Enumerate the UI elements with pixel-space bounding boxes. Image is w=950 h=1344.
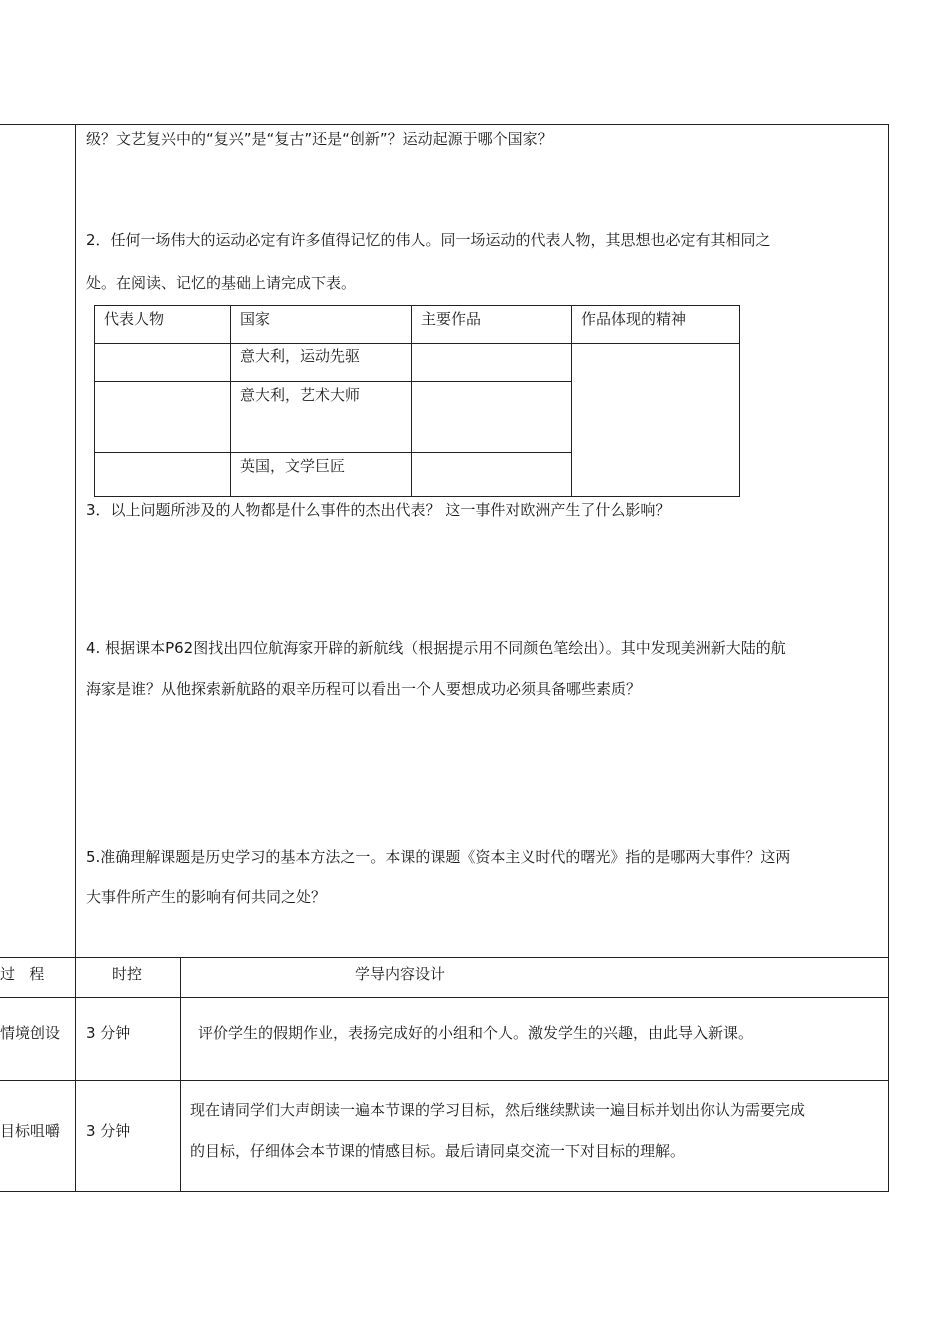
table-border-left (94, 305, 95, 497)
row-time: 3 分钟 (86, 1122, 131, 1140)
frame-top-border (0, 124, 889, 125)
row-content-line: 现在请同学们大声朗读一遍本节课的学习目标，然后继续默读一遍目标并划出你认为需要完成 (190, 1101, 806, 1119)
table-row-separator-2 (94, 452, 572, 453)
frame-right-border (888, 124, 889, 1192)
question-1-tail: 级？文艺复兴中的“复兴”是“复古”还是“创新”？运动起源于哪个国家？ (86, 130, 553, 148)
question-2-line-2: 处。在阅读、记忆的基础上请完成下表。 (86, 274, 357, 292)
question-5-line-2: 大事件所产生的影响有何共同之处？ (86, 888, 327, 906)
process-table-top-border (0, 957, 889, 958)
row-time: 3 分钟 (86, 1024, 131, 1042)
process-table-col-divider-time (180, 957, 181, 1192)
table-border-bottom (94, 496, 740, 497)
question-3: 3．以上问题所涉及的人物都是什么事件的杰出代表？ 这一事件对欧洲产生了什么影响？ (86, 501, 671, 519)
row-content-line: 评价学生的假期作业，表扬完成好的小组和个人。激发学生的兴趣，由此导入新课。 (198, 1024, 754, 1042)
row-content-line: 的目标，仔细体会本节课的情感目标。最后请同桌交流一下对目标的理解。 (190, 1142, 686, 1160)
process-table-header-separator (0, 997, 889, 998)
table-col-divider-2 (411, 305, 412, 497)
table-col-divider-1 (230, 305, 231, 497)
question-4-line-1: 4. 根据课本P62图找出四位航海家开辟的新航线（根据提示用不同颜色笔绘出）。其中发现美洲新大陆的航 (86, 639, 786, 657)
figures-table (94, 305, 740, 497)
row-process-label: 目标咀嚼 (0, 1122, 61, 1140)
row-process-label: 情境创设 (0, 1024, 61, 1042)
table-header-figure: 代表人物 (104, 310, 165, 328)
table-row-separator-1 (94, 381, 572, 382)
table-border-right (739, 305, 740, 497)
question-2-line-1: 2．任何一场伟大的运动必定有许多值得记忆的伟人。同一场运动的代表人物，其思想也必定有其相同之 (86, 231, 771, 249)
table-cell-country: 英国，文学巨匠 (240, 457, 346, 475)
frame-bottom-border (0, 1191, 889, 1192)
frame-left-column-divider (75, 124, 76, 1192)
table-header-separator (94, 343, 740, 344)
table-header-works: 主要作品 (421, 310, 482, 328)
header-process: 过 程 (0, 965, 45, 983)
table-cell-country: 意大利，艺术大师 (240, 386, 361, 404)
table-border-top (94, 305, 740, 306)
header-time: 时控 (112, 965, 143, 983)
process-table-row-separator (0, 1080, 889, 1081)
table-header-country: 国家 (240, 310, 271, 328)
question-4-line-2: 海家是谁？从他探索新航路的艰辛历程可以看出一个人要想成功必须具备哪些素质？ (86, 680, 642, 698)
table-col-divider-3 (571, 305, 572, 497)
question-5-line-1: 5.准确理解课题是历史学习的基本方法之一。本课的课题《资本主义时代的曙光》指的是哪两大事件？这两 (86, 848, 791, 866)
table-cell-country: 意大利，运动先驱 (240, 347, 361, 365)
header-content: 学导内容设计 (355, 965, 446, 983)
table-header-spirit: 作品体现的精神 (581, 310, 687, 328)
